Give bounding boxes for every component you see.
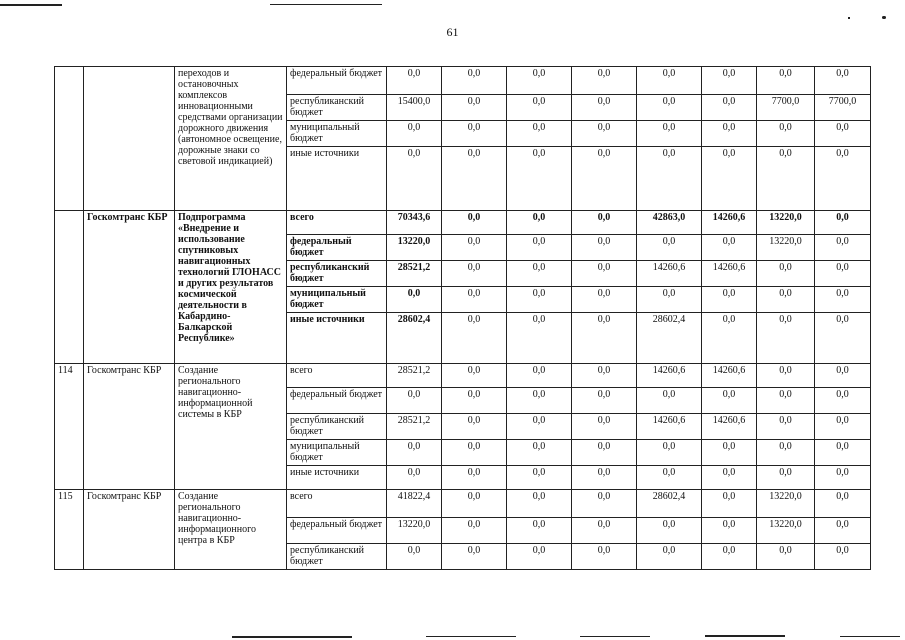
amount-cell: 0,0 [757, 466, 815, 490]
amount-cell: 0,0 [702, 95, 757, 121]
row-number: 115 [55, 490, 84, 570]
amount-cell: 0,0 [637, 67, 702, 95]
amount-cell: 0,0 [507, 518, 572, 544]
funding-source: федеральный бюджет [287, 235, 387, 261]
amount-cell: 7700,0 [757, 95, 815, 121]
amount-cell: 0,0 [702, 440, 757, 466]
amount-cell: 0,0 [442, 466, 507, 490]
amount-cell: 0,0 [815, 440, 871, 466]
measure-description: Создание регионального навигационно-информационного центра в КБР [175, 490, 287, 570]
amount-cell: 28602,4 [637, 313, 702, 364]
amount-cell: 0,0 [815, 388, 871, 414]
amount-cell: 0,0 [637, 287, 702, 313]
amount-cell: 0,0 [815, 121, 871, 147]
amount-cell: 0,0 [702, 313, 757, 364]
amount-cell: 0,0 [507, 440, 572, 466]
amount-cell: 14260,6 [702, 364, 757, 388]
amount-cell: 0,0 [757, 147, 815, 211]
amount-cell: 0,0 [637, 388, 702, 414]
amount-cell: 70343,6 [387, 211, 442, 235]
amount-cell: 0,0 [757, 121, 815, 147]
amount-cell: 0,0 [815, 544, 871, 570]
amount-cell: 0,0 [815, 67, 871, 95]
amount-cell: 0,0 [815, 235, 871, 261]
amount-cell: 28602,4 [637, 490, 702, 518]
amount-cell: 0,0 [815, 261, 871, 287]
amount-cell: 0,0 [757, 313, 815, 364]
row-number: 114 [55, 364, 84, 490]
amount-cell: 0,0 [572, 147, 637, 211]
amount-cell: 0,0 [442, 235, 507, 261]
funding-source: иные источники [287, 466, 387, 490]
amount-cell: 0,0 [572, 95, 637, 121]
financing-table [54, 66, 871, 570]
amount-cell: 0,0 [442, 490, 507, 518]
amount-cell: 14260,6 [637, 414, 702, 440]
amount-cell: 13220,0 [387, 235, 442, 261]
amount-cell: 0,0 [442, 518, 507, 544]
amount-cell: 14260,6 [702, 211, 757, 235]
amount-cell: 0,0 [702, 67, 757, 95]
funding-source: муниципальный бюджет [287, 287, 387, 313]
amount-cell: 0,0 [507, 67, 572, 95]
amount-cell: 28521,2 [387, 261, 442, 287]
amount-cell: 0,0 [572, 261, 637, 287]
amount-cell: 0,0 [702, 544, 757, 570]
amount-cell: 0,0 [757, 364, 815, 388]
funding-source: муниципальный бюджет [287, 121, 387, 147]
scan-mark [426, 636, 516, 637]
amount-cell: 0,0 [507, 313, 572, 364]
amount-cell: 0,0 [442, 388, 507, 414]
funding-source: федеральный бюджет [287, 67, 387, 95]
table-row [55, 490, 871, 518]
executor-cell: Госкомтранс КБР [84, 490, 175, 570]
scan-mark [0, 4, 62, 6]
amount-cell: 0,0 [757, 261, 815, 287]
amount-cell: 0,0 [637, 235, 702, 261]
amount-cell: 0,0 [702, 518, 757, 544]
funding-source: всего [287, 211, 387, 235]
amount-cell: 0,0 [507, 235, 572, 261]
amount-cell: 0,0 [637, 544, 702, 570]
amount-cell: 0,0 [572, 67, 637, 95]
amount-cell: 0,0 [387, 147, 442, 211]
amount-cell: 0,0 [815, 364, 871, 388]
scan-mark [705, 635, 785, 637]
scan-mark [580, 636, 650, 637]
amount-cell: 0,0 [387, 67, 442, 95]
amount-cell: 15400,0 [387, 95, 442, 121]
amount-cell: 14260,6 [702, 414, 757, 440]
amount-cell: 0,0 [815, 313, 871, 364]
amount-cell: 0,0 [387, 544, 442, 570]
funding-source: федеральный бюджет [287, 388, 387, 414]
funding-source: республиканский бюджет [287, 261, 387, 287]
amount-cell: 0,0 [507, 466, 572, 490]
amount-cell: 0,0 [572, 388, 637, 414]
amount-cell: 0,0 [442, 287, 507, 313]
amount-cell: 0,0 [572, 440, 637, 466]
amount-cell: 0,0 [572, 490, 637, 518]
amount-cell: 13220,0 [757, 211, 815, 235]
amount-cell: 0,0 [572, 211, 637, 235]
amount-cell: 13220,0 [757, 490, 815, 518]
table-row [55, 67, 871, 95]
amount-cell: 0,0 [637, 518, 702, 544]
amount-cell: 0,0 [637, 121, 702, 147]
amount-cell: 42863,0 [637, 211, 702, 235]
amount-cell: 0,0 [507, 388, 572, 414]
amount-cell: 0,0 [387, 287, 442, 313]
amount-cell: 7700,0 [815, 95, 871, 121]
scan-dot [882, 16, 886, 19]
executor-cell: Госкомтранс КБР [84, 364, 175, 490]
amount-cell: 0,0 [637, 95, 702, 121]
amount-cell: 0,0 [507, 287, 572, 313]
amount-cell: 0,0 [442, 67, 507, 95]
amount-cell: 0,0 [442, 414, 507, 440]
amount-cell: 0,0 [442, 313, 507, 364]
amount-cell: 13220,0 [387, 518, 442, 544]
amount-cell: 0,0 [572, 121, 637, 147]
amount-cell: 0,0 [507, 211, 572, 235]
amount-cell: 0,0 [572, 313, 637, 364]
amount-cell: 13220,0 [757, 235, 815, 261]
amount-cell: 28521,2 [387, 364, 442, 388]
scan-dot [848, 17, 850, 19]
amount-cell: 28602,4 [387, 313, 442, 364]
amount-cell: 0,0 [507, 490, 572, 518]
amount-cell: 0,0 [442, 95, 507, 121]
row-number [55, 211, 84, 364]
amount-cell: 0,0 [702, 235, 757, 261]
amount-cell: 0,0 [702, 147, 757, 211]
amount-cell: 0,0 [572, 364, 637, 388]
funding-source: всего [287, 490, 387, 518]
funding-source: республиканский бюджет [287, 414, 387, 440]
amount-cell: 0,0 [387, 440, 442, 466]
funding-source: республиканский бюджет [287, 544, 387, 570]
executor-cell [84, 67, 175, 211]
row-number [55, 67, 84, 211]
scan-mark [232, 636, 352, 638]
amount-cell: 0,0 [442, 147, 507, 211]
amount-cell: 0,0 [507, 544, 572, 570]
amount-cell: 0,0 [702, 490, 757, 518]
amount-cell: 0,0 [442, 440, 507, 466]
table-row [55, 211, 871, 235]
amount-cell: 14260,6 [702, 261, 757, 287]
amount-cell: 28521,2 [387, 414, 442, 440]
amount-cell: 0,0 [815, 287, 871, 313]
amount-cell: 0,0 [442, 261, 507, 287]
amount-cell: 0,0 [442, 211, 507, 235]
amount-cell: 0,0 [757, 67, 815, 95]
measure-description: переходов и остановочных комплексов инновационными средствами организации дорожного движения (автономное освещение, дорожные знаки со световой индикацией) [175, 67, 287, 211]
amount-cell: 14260,6 [637, 364, 702, 388]
amount-cell: 0,0 [757, 414, 815, 440]
scan-mark [270, 4, 382, 5]
amount-cell: 41822,4 [387, 490, 442, 518]
amount-cell: 0,0 [815, 466, 871, 490]
amount-cell: 0,0 [572, 518, 637, 544]
funding-source: республиканский бюджет [287, 95, 387, 121]
amount-cell: 14260,6 [637, 261, 702, 287]
amount-cell: 0,0 [815, 414, 871, 440]
amount-cell: 0,0 [757, 440, 815, 466]
amount-cell: 0,0 [757, 544, 815, 570]
amount-cell: 0,0 [442, 364, 507, 388]
funding-source: всего [287, 364, 387, 388]
amount-cell: 0,0 [702, 466, 757, 490]
amount-cell: 0,0 [815, 518, 871, 544]
amount-cell: 0,0 [815, 147, 871, 211]
amount-cell: 0,0 [702, 287, 757, 313]
amount-cell: 0,0 [637, 147, 702, 211]
amount-cell: 0,0 [387, 466, 442, 490]
amount-cell: 0,0 [507, 121, 572, 147]
amount-cell: 0,0 [637, 440, 702, 466]
amount-cell: 0,0 [702, 388, 757, 414]
amount-cell: 0,0 [387, 121, 442, 147]
executor-cell: Госкомтранс КБР [84, 211, 175, 364]
amount-cell: 0,0 [757, 287, 815, 313]
amount-cell: 0,0 [572, 235, 637, 261]
amount-cell: 0,0 [702, 121, 757, 147]
amount-cell: 0,0 [572, 544, 637, 570]
amount-cell: 0,0 [572, 466, 637, 490]
amount-cell: 0,0 [507, 414, 572, 440]
measure-description: Подпрограмма «Внедрение и использование спутниковых навигационных технологий ГЛОНАСС и других результатов космической деятельности в Кабардино-Балкарской Республике» [175, 211, 287, 364]
amount-cell: 0,0 [757, 388, 815, 414]
funding-source: иные источники [287, 147, 387, 211]
page-number: 61 [446, 25, 459, 39]
table-row [55, 364, 871, 388]
amount-cell: 0,0 [572, 414, 637, 440]
funding-source: федеральный бюджет [287, 518, 387, 544]
measure-description: Создание регионального навигационно-информационной системы в КБР [175, 364, 287, 490]
amount-cell: 0,0 [442, 544, 507, 570]
amount-cell: 0,0 [815, 490, 871, 518]
amount-cell: 0,0 [637, 466, 702, 490]
amount-cell: 0,0 [507, 364, 572, 388]
amount-cell: 0,0 [507, 147, 572, 211]
amount-cell: 0,0 [572, 287, 637, 313]
amount-cell: 0,0 [507, 95, 572, 121]
amount-cell: 0,0 [387, 388, 442, 414]
funding-source: иные источники [287, 313, 387, 364]
amount-cell: 0,0 [442, 121, 507, 147]
funding-source: муниципальный бюджет [287, 440, 387, 466]
amount-cell: 0,0 [507, 261, 572, 287]
scan-mark [840, 636, 900, 637]
amount-cell: 0,0 [815, 211, 871, 235]
amount-cell: 13220,0 [757, 518, 815, 544]
